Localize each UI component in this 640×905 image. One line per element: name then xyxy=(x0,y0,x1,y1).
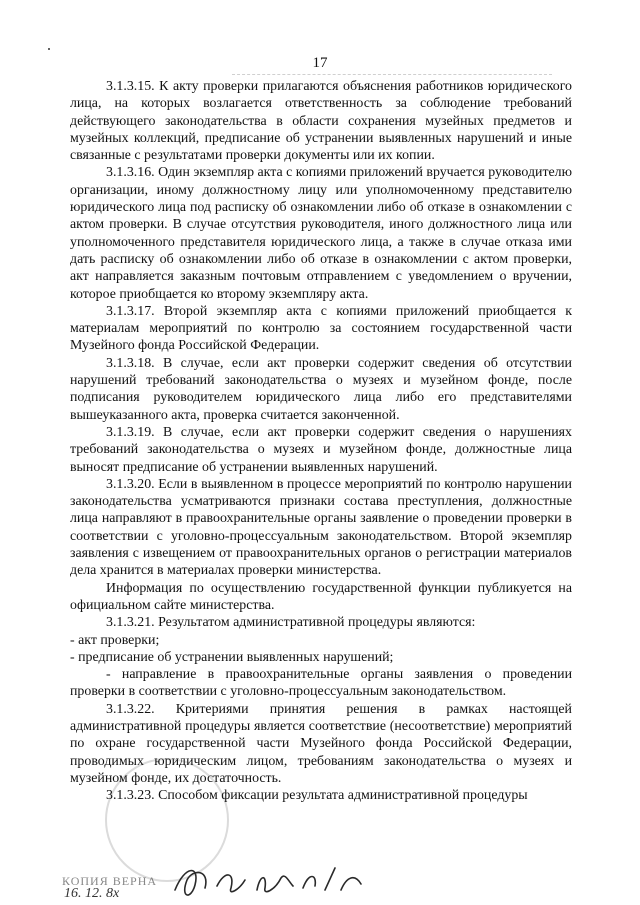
document-body xyxy=(70,78,572,804)
scan-artifact-line xyxy=(232,74,552,76)
paragraph-info: Информация по осуществлению государственной функции публикуется на официальном сайте министерства. xyxy=(70,580,572,613)
paragraph-3-1-3-22: 3.1.3.22. Критериями принятия решения в рамках настоящей административной процедуры является соответствие (несоответствие) мероприятий по охране государственной части Музейного фонда Российской Федерации, проводимых юридическим лицом, требованиям законодательства о музеях и музейном фонде, их достаточность. xyxy=(70,701,572,786)
paragraph-3-1-3-18: 3.1.3.18. В случае, если акт проверки содержит сведения об отсутствии нарушений требований законодательства о музеях и музейном фонде, после подписания руководителем юридического лица либо его представителями вышеуказанного акта, проверка считается законченной. xyxy=(70,355,572,423)
list-item: - направление в правоохранительные органы заявления о проведении проверки в соответствии с уголовно-процессуальным законодательством. xyxy=(70,667,572,700)
paragraph-3-1-3-16: 3.1.3.16. Один экземпляр акта с копиями приложений вручается руководителю организации, иному должностному лицу или уполномоченному представителю юридического лица под расписку об ознакомлении либо об отказе в ознакомлении с актом проверки. В случае отсутствия руководителя, иного должностного лица или уполномоченного представителя юридического лица, а также в случае отказа ими дать расписку об ознакомлении либо об отказе в ознакомлении с актом проверки, акт направляется заказным почтовым отправлением с уведомлением о вручении, которое приобщается ко второму экземпляру акта. xyxy=(70,165,572,302)
paragraph-3-1-3-23: 3.1.3.23. Способом фиксации результата административной процедуры xyxy=(106,788,528,804)
page-number: 17 xyxy=(312,55,328,71)
paragraph-3-1-3-15: 3.1.3.15. К акту проверки прилагаются объяснения работников юридического лица, на которых возлагается ответственность за соблюдение требований действующего законодательства в области сохранения музейных предметов и музейных коллекций, предписание об устранении выявленных нарушений и иные связанные с результатами проверки документы или их копии. xyxy=(70,79,572,164)
handwritten-signature xyxy=(165,860,375,905)
paragraph-3-1-3-19: 3.1.3.19. В случае, если акт проверки содержит сведения о нарушениях требований законодательства о музеях и музейном фонде, должностные лица выносят предписание об устранении выявленных нарушений. xyxy=(70,424,572,475)
paragraph-3-1-3-21: 3.1.3.21. Результатом административной процедуры являются: xyxy=(106,615,476,631)
copy-certified-stamp: КОПИЯ ВЕРНА xyxy=(62,874,158,888)
list-item: - акт проверки; xyxy=(70,632,160,648)
handwritten-date: 16. 12. 8x xyxy=(64,886,120,901)
list-item: - предписание об устранении выявленных нарушений; xyxy=(70,649,394,665)
paragraph-3-1-3-17: 3.1.3.17. Второй экземпляр акта с копиями приложений приобщается к материалам мероприятий по контролю за состоянием государственной части Музейного фонда Российской Федерации. xyxy=(70,303,572,354)
paragraph-3-1-3-20: 3.1.3.20. Если в выявленном в процессе мероприятий по контролю нарушении законодательства усматриваются признаки состава преступления, должностные лица направляют в правоохранительные органы заявление о проведении проверки в соответствии с уголовно-процессуальным законодательством. Второй экземпляр заявления с извещением от правоохранительных органов о регистрации материалов дела хранится в материалах проверки министерства. xyxy=(70,476,572,579)
scan-speck xyxy=(48,48,50,50)
